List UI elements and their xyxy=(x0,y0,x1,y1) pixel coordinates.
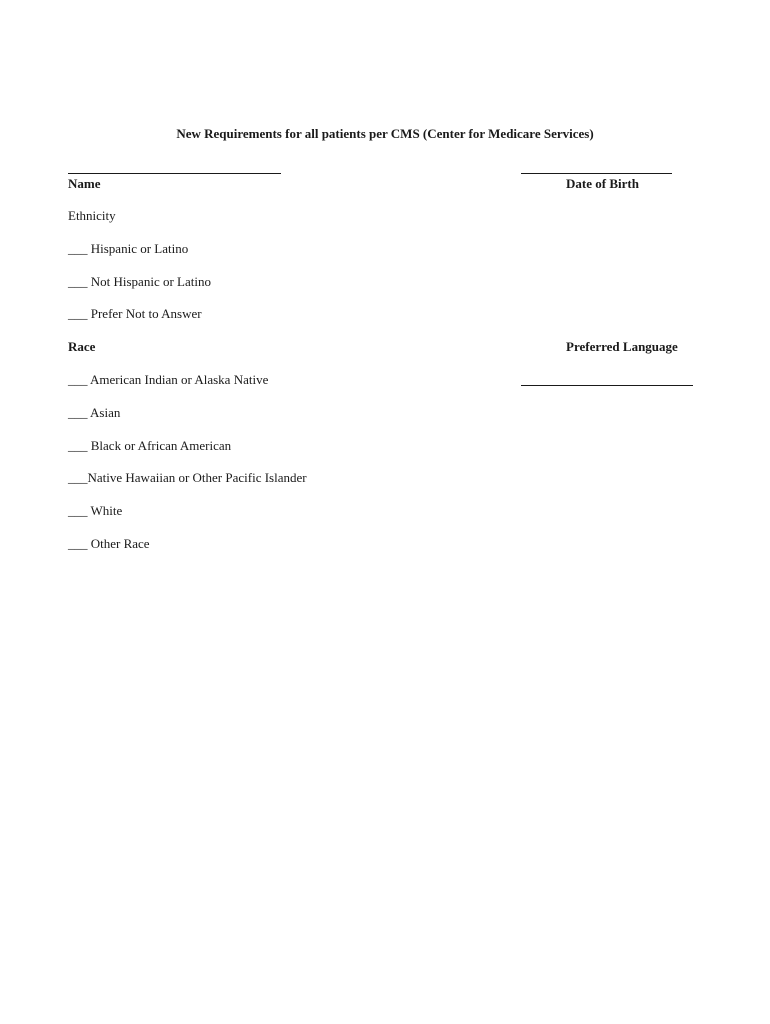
race-option-american-indian[interactable]: ___ American Indian or Alaska Native xyxy=(68,372,269,387)
ethnicity-option-prefer-not[interactable]: ___ Prefer Not to Answer xyxy=(68,306,202,321)
name-label: Name xyxy=(68,176,101,191)
race-heading: Race xyxy=(68,339,96,354)
dob-label: Date of Birth xyxy=(566,176,639,191)
name-blank-line[interactable] xyxy=(68,173,281,174)
preferred-language-label: Preferred Language xyxy=(566,339,678,354)
race-option-black[interactable]: ___ Black or African American xyxy=(68,438,232,453)
ethnicity-option-not-hispanic[interactable]: ___ Not Hispanic or Latino xyxy=(68,274,211,289)
ethnicity-option-hispanic[interactable]: ___ Hispanic or Latino xyxy=(68,241,189,256)
dob-blank-line[interactable] xyxy=(521,173,672,174)
race-option-asian[interactable]: ___ Asian xyxy=(68,405,121,420)
preferred-language-blank-line[interactable] xyxy=(521,385,693,386)
ethnicity-heading: Ethnicity xyxy=(68,208,116,223)
race-option-white[interactable]: ___ White xyxy=(68,503,123,518)
race-option-native-hawaiian[interactable]: ___Native Hawaiian or Other Pacific Islander xyxy=(68,470,307,485)
form-title: New Requirements for all patients per CMS (Center for Medicare Services) xyxy=(176,126,594,141)
race-option-other[interactable]: ___ Other Race xyxy=(68,536,150,551)
